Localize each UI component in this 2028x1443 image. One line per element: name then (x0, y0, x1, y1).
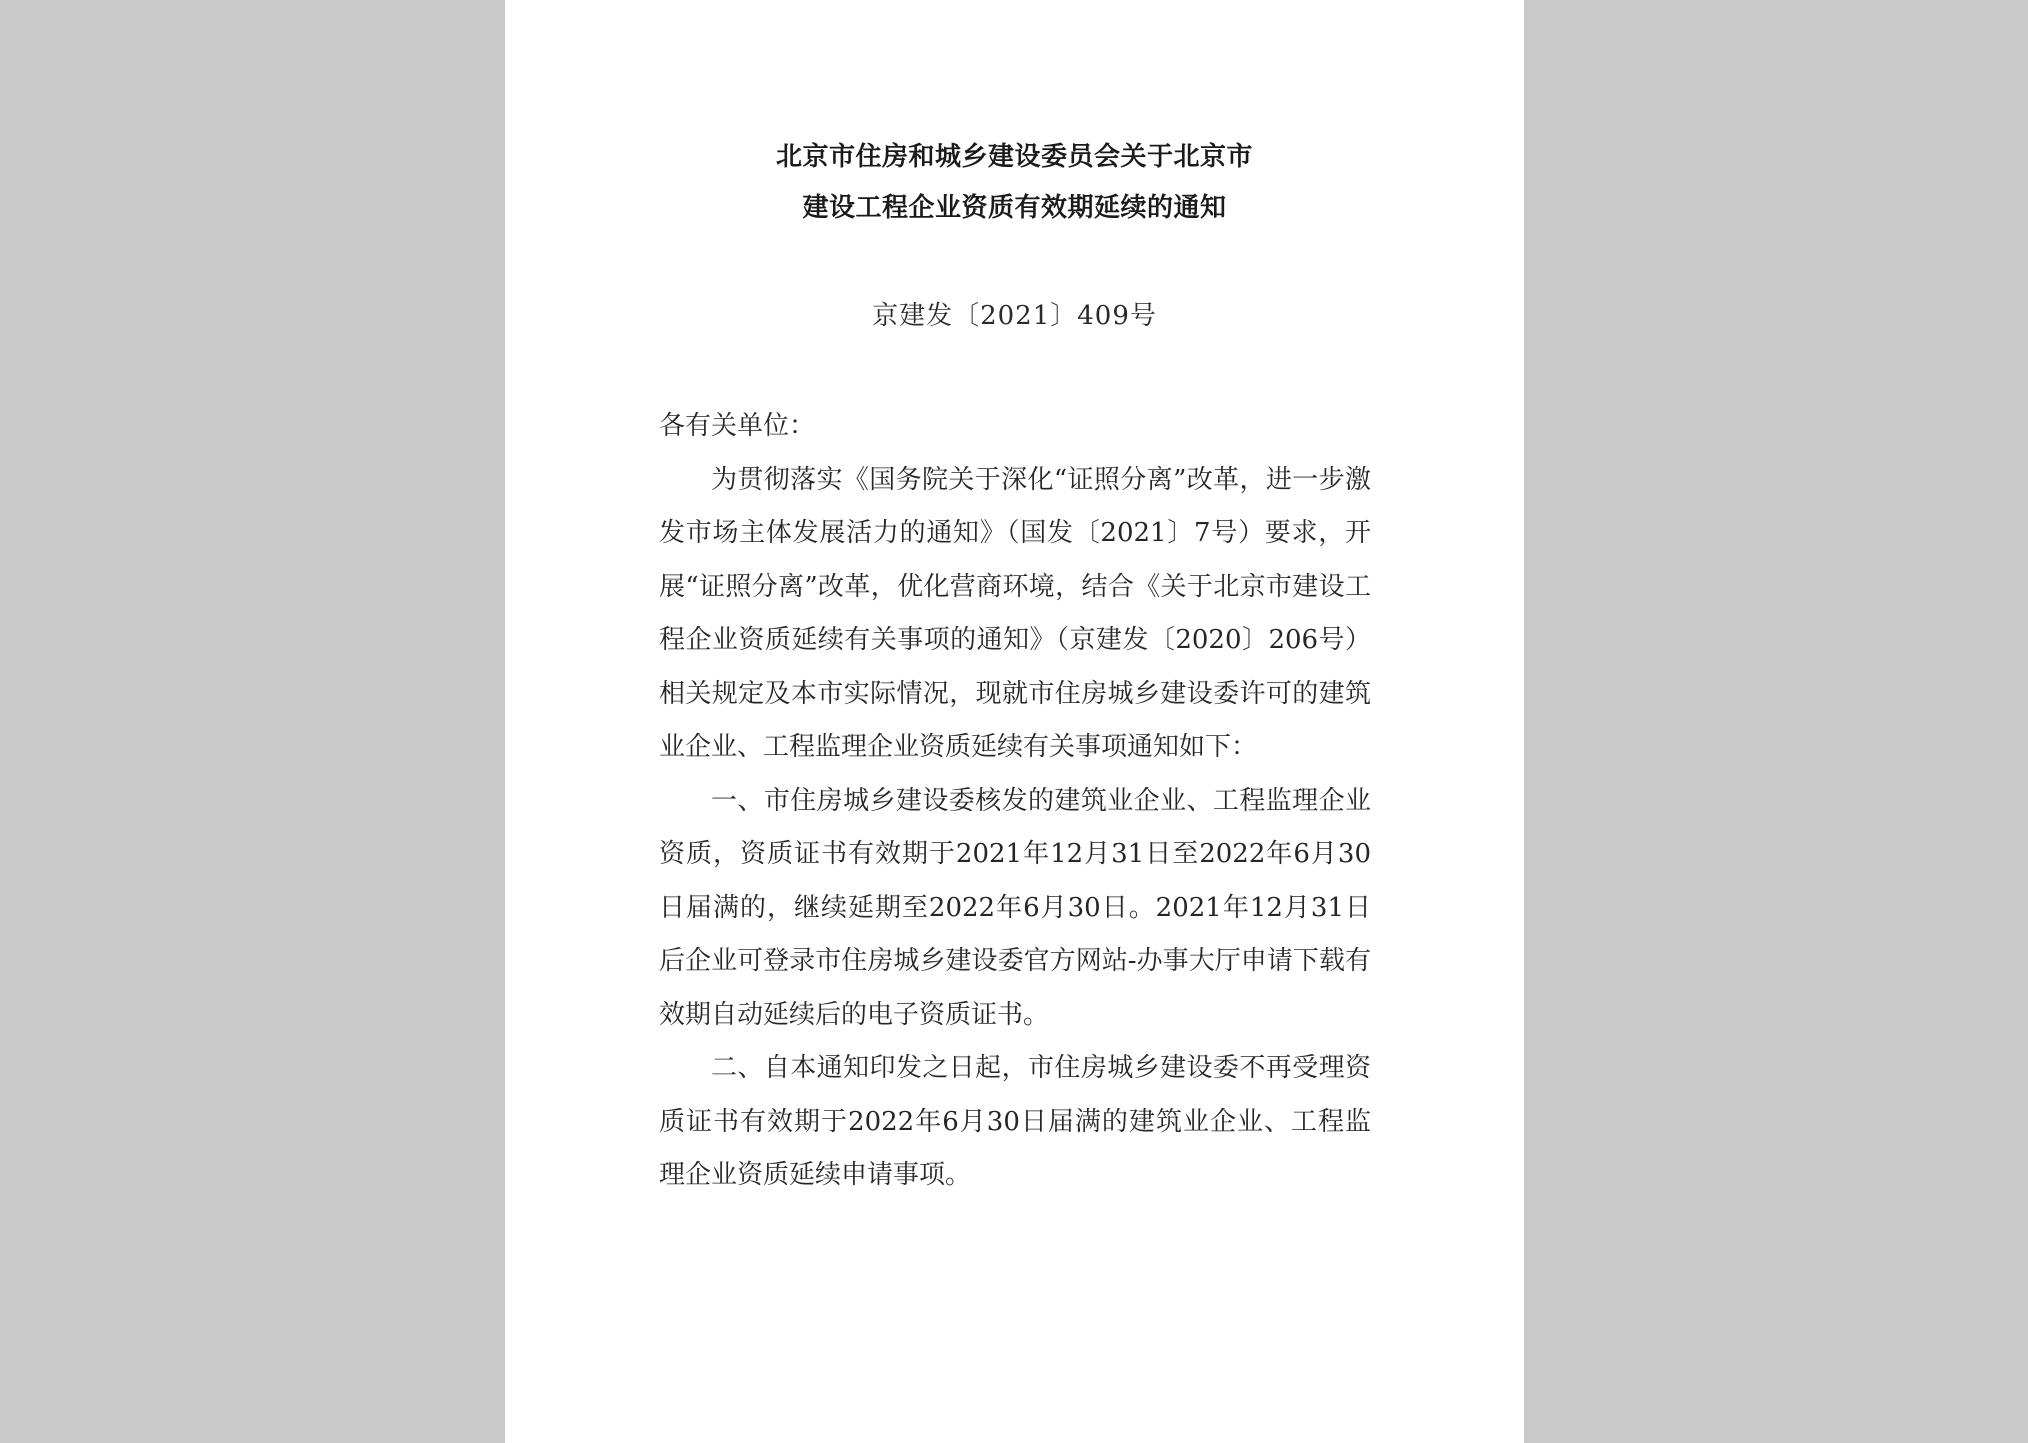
document-body (659, 400, 1371, 1203)
document-title-line-1: 北京市住房和城乡建设委员会关于北京市 (775, 142, 1253, 172)
document-number: 京建发〔2021〕409号 (872, 301, 1157, 331)
paragraph-item-2: 二、自本通知印发之日起，市住房城乡建设委不再受理资质证书有效期于2022年6月30日届满的建筑业企业、工程监理企业资质延续申请事项。 (659, 1053, 1371, 1190)
paragraph-item-1: 一、市住房城乡建设委核发的建筑业企业、工程监理企业资质，资质证书有效期于2021年12月31日至2022年6月30日届满的，继续延期至2022年6月30日。2021年12月31日后企业可登录市住房城乡建设委官方网站-办事大厅申请下载有效期自动延续后的电子资质证书。 (659, 785, 1371, 1030)
salutation: 各有关单位： (659, 411, 816, 441)
document-page (505, 0, 1524, 1443)
document-title-line-2: 建设工程企业资质有效期延续的通知 (802, 193, 1227, 223)
paragraph-intro: 为贯彻落实《国务院关于深化“证照分离”改革，进一步激发市场主体发展活力的通知》（国发〔2021〕7号）要求，开展“证照分离”改革，优化营商环境，结合《关于北京市建设工程企业资质延续有关事项的通知》（京建发〔2020〕206号）相关规定及本市实际情况，现就市住房城乡建设委许可的建筑业企业、工程监理企业资质延续有关事项通知如下： (659, 464, 1371, 762)
